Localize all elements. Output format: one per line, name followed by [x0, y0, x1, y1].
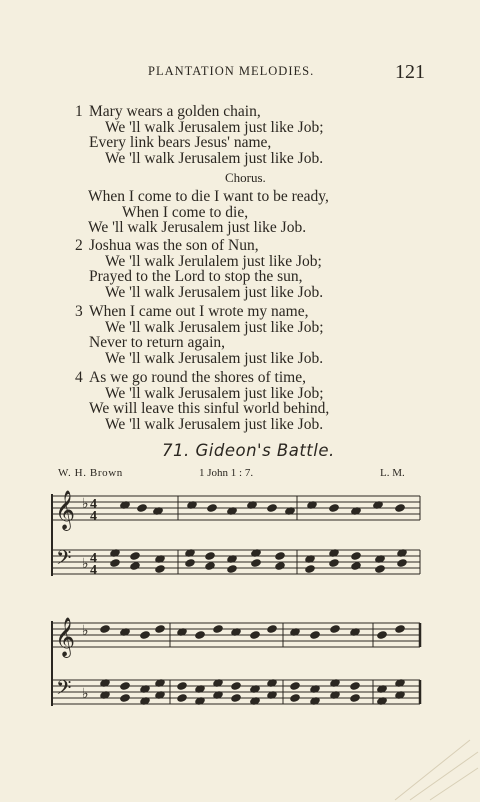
lyric-line: We 'll walk Jerusalem just like Job.	[105, 283, 324, 301]
running-head: PLANTATION MELODIES.	[148, 64, 315, 78]
note-head	[205, 552, 216, 561]
note-head	[375, 565, 386, 574]
lyric-line: We 'll walk Jerusalem just like Job.	[88, 219, 307, 236]
note-heads	[100, 501, 408, 706]
lyric-line: When I come to die I want to be ready,	[88, 188, 329, 205]
lyric-line: When I came out I wrote my name,	[89, 303, 309, 320]
note-head	[140, 631, 151, 640]
note-head	[231, 682, 242, 691]
meter-label: L. M.	[380, 467, 405, 479]
note-head	[177, 694, 188, 703]
lyric-line: We 'll walk Jerusalem just like Job.	[105, 349, 324, 367]
time-signature: 4	[90, 509, 97, 524]
lyric-line: We 'll walk Jerusalem just like Job.	[105, 415, 324, 433]
note-head	[329, 559, 340, 568]
note-head	[351, 562, 362, 571]
note-head	[120, 682, 131, 691]
note-head	[397, 559, 408, 568]
lyric-line: Every link bears Jesus' name,	[89, 134, 272, 151]
treble-clef-icon: 𝄞	[55, 490, 76, 530]
hymn-title: 71. Gideon's Battle.	[162, 441, 335, 460]
page-number: 121	[395, 61, 425, 83]
bass-clef-icon: 𝄢	[56, 546, 72, 574]
lyric-line: Never to return again,	[89, 334, 225, 351]
note-head	[120, 694, 131, 703]
note-head	[137, 504, 148, 513]
scripture-reference: 1 John 1 : 7.	[199, 467, 254, 479]
time-signature: 4	[90, 497, 97, 512]
paper-scratch-marks	[395, 740, 478, 800]
lyric-line: Prayed to the Lord to stop the sun,	[89, 268, 303, 285]
flat-icon: ♭	[82, 687, 89, 702]
note-head	[155, 565, 166, 574]
lyric-line: We 'll walk Jerulalem just like Job;	[105, 252, 322, 270]
stanza-number: 3	[75, 303, 83, 320]
note-head	[130, 552, 141, 561]
note-head	[275, 562, 286, 571]
note-head	[251, 559, 262, 568]
note-head	[350, 694, 361, 703]
lyric-line: We 'll walk Jerusalem just like Job;	[105, 118, 324, 136]
note-head	[205, 562, 216, 571]
note-head	[110, 559, 121, 568]
stanza-number: 1	[75, 103, 83, 120]
flat-icon: ♭	[82, 624, 89, 639]
note-head	[329, 504, 340, 513]
note-head	[195, 631, 206, 640]
note-head	[130, 562, 141, 571]
bass-clef-icon: 𝄢	[56, 676, 72, 704]
note-head	[395, 625, 406, 634]
stanza-number: 4	[75, 369, 83, 386]
stanza-number: 2	[75, 237, 83, 254]
note-head	[330, 625, 341, 634]
treble-clef-icon: 𝄞	[55, 617, 76, 657]
note-head	[250, 631, 261, 640]
flat-icon: ♭	[82, 497, 89, 512]
note-head	[267, 625, 278, 634]
composer-credit: W. H. Brown	[58, 467, 123, 479]
note-head	[377, 631, 388, 640]
note-head	[305, 565, 316, 574]
note-head	[310, 631, 321, 640]
flat-icon: ♭	[82, 557, 89, 572]
lyric-line: We 'll walk Jerusalem just like Job;	[105, 318, 324, 336]
note-head	[213, 625, 224, 634]
lyric-line: We 'll walk Jerusalem just like Job.	[105, 149, 324, 167]
note-head	[290, 694, 301, 703]
note-head	[351, 552, 362, 561]
note-head	[275, 552, 286, 561]
lyric-line: We 'll walk Jerusalem just like Job;	[105, 384, 324, 402]
note-head	[100, 625, 111, 634]
staff-systems	[52, 490, 420, 706]
note-head	[185, 559, 196, 568]
note-head	[231, 694, 242, 703]
note-head	[177, 682, 188, 691]
lyric-line: As we go round the shores of time,	[89, 369, 306, 386]
lyric-line: Joshua was the son of Nun,	[89, 237, 259, 254]
note-head	[155, 625, 166, 634]
lyric-line: Mary wears a golden chain,	[89, 103, 261, 120]
note-head	[267, 504, 278, 513]
note-head	[207, 504, 218, 513]
note-head	[395, 504, 406, 513]
note-head	[290, 682, 301, 691]
lyric-line: We will leave this sinful world behind,	[89, 400, 330, 417]
time-signature: 4	[90, 551, 97, 566]
note-head	[227, 565, 238, 574]
time-signature: 4	[90, 563, 97, 578]
chorus-heading: Chorus.	[225, 170, 266, 185]
note-head	[350, 682, 361, 691]
lyric-line: When I come to die,	[122, 203, 249, 221]
